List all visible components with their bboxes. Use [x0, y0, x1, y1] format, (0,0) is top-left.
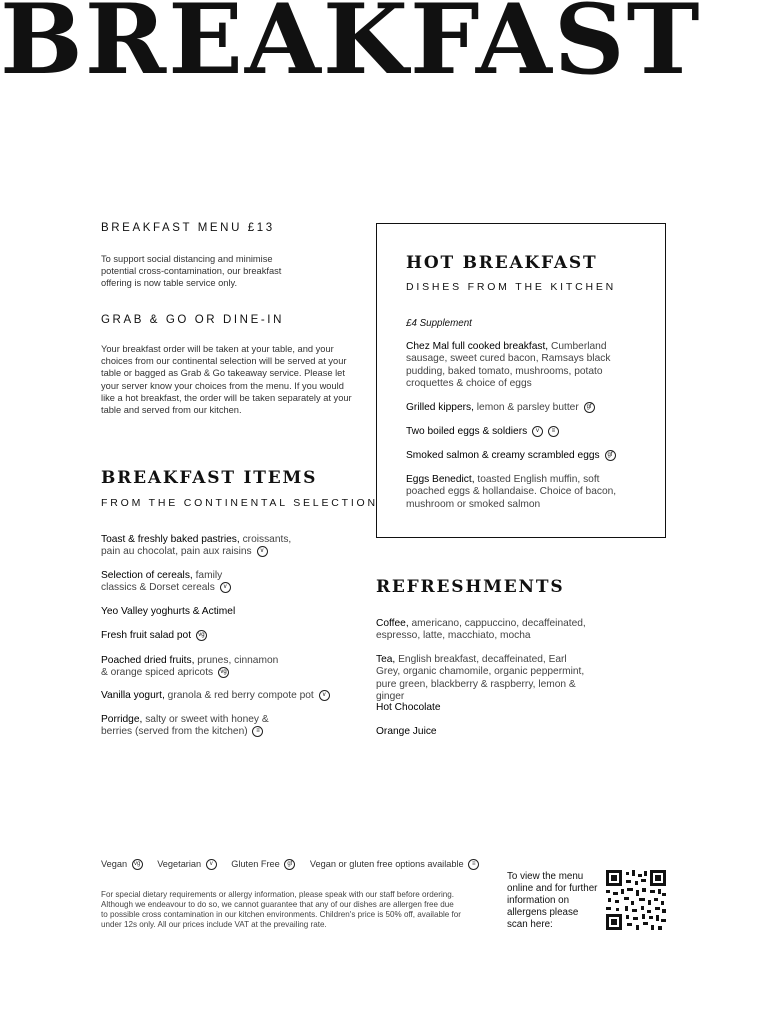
item-name: Poached dried fruits, [101, 655, 195, 666]
list-item [101, 534, 301, 559]
hot-breakfast-subtitle: DISHES FROM THE KITCHEN [406, 281, 617, 293]
vegetarian-icon: v [257, 546, 268, 557]
list-item [406, 474, 621, 511]
list-item [376, 726, 437, 738]
list-item [406, 341, 616, 391]
list-item [101, 570, 231, 595]
intro-text: To support social distancing and minimise potential cross-contamination, our breakfast offering is now table service only. [101, 254, 282, 289]
item-name: Two boiled eggs & soldiers [406, 426, 528, 438]
item-name: Hot Chocolate [376, 702, 441, 713]
qr-instructions: To view the menu online and for further information on allergens please scan here: [507, 871, 598, 930]
list-item [376, 654, 591, 704]
options-icon: ≡ [468, 859, 479, 870]
item-desc: toasted English muffin, soft poached eggs & hollandaise. Choice of bacon, mushroom or smoked salmon [406, 474, 617, 510]
list-item [406, 450, 616, 463]
item-name: Eggs Benedict, [406, 474, 475, 485]
grab-go-heading: GRAB & GO OR DINE-IN [101, 314, 284, 326]
item-desc: Cumberland sausage, sweet cured bacon, Ramsays black pudding, baked tomato, mushrooms, potato croquettes & choice of eggs [406, 341, 611, 390]
breakfast-items-title: BREAKFAST ITEMS [101, 468, 318, 488]
options-icon: ≡ [548, 426, 559, 437]
item-name: Coffee, [376, 618, 409, 629]
item-desc: croissants, pain au chocolat, pain aux raisins [101, 534, 292, 558]
item-desc: lemon & parsley butter [476, 402, 579, 414]
legend-options: Vegan or gluten free options available [309, 859, 464, 869]
grab-go-text: Your breakfast order will be taken at your table, and your choices from our continental selection will be served at your table or bagged as Grab & Go takeaway service. Please let your server know your choices from the menu. If you would like a hot breakfast, the order will be taken separately at your table and served from our kitchen. [101, 344, 352, 416]
item-name: Fresh fruit salad pot [101, 630, 192, 642]
gluten-free-icon: gf [284, 859, 295, 870]
item-name: Grilled kippers, [406, 402, 474, 414]
dietary-legend [101, 859, 479, 870]
qr-code[interactable] [606, 870, 666, 930]
item-name: Orange Juice [376, 726, 437, 737]
gluten-free-icon: gf [584, 402, 595, 413]
gluten-free-icon: gf [605, 450, 616, 461]
item-name: Selection of cereals, [101, 570, 193, 581]
refreshments-title: REFRESHMENTS [376, 577, 565, 597]
item-name: Porridge, [101, 714, 143, 725]
menu-price-heading: BREAKFAST MENU £13 [101, 222, 275, 234]
vegan-icon: vg [218, 667, 229, 678]
breakfast-items-subtitle: FROM THE CONTINENTAL SELECTION [101, 497, 378, 509]
legend-vegetarian: Vegetarian [157, 859, 202, 869]
list-item [101, 606, 235, 618]
list-item [376, 618, 591, 643]
item-desc: prunes, cinnamon & orange spiced apricots [101, 655, 279, 679]
banner-title: BREAKFAST [0, 0, 702, 90]
qr-code-icon [606, 870, 666, 930]
item-name: Yeo Valley yoghurts & Actimel [101, 606, 236, 617]
vegetarian-icon: v [532, 426, 543, 437]
list-item [101, 690, 341, 703]
item-name: Tea, [376, 654, 396, 665]
list-item [101, 655, 281, 680]
item-name: Toast & freshly baked pastries, [101, 534, 240, 545]
item-desc: salty or sweet with honey & berries (served from the kitchen) [101, 714, 269, 738]
item-name: Chez Mal full cooked breakfast, [406, 341, 549, 352]
list-item [376, 702, 441, 714]
item-desc: americano, cappuccino, decaffeinated, espresso, latte, macchiato, mocha [376, 618, 586, 642]
options-icon: ≡ [252, 726, 263, 737]
hot-breakfast-title: HOT BREAKFAST [406, 253, 598, 273]
list-item [101, 714, 301, 739]
list-item [406, 402, 595, 415]
item-name: Vanilla yogurt, [101, 690, 165, 702]
list-item [406, 426, 559, 439]
legend-gluten-free: Gluten Free [231, 859, 280, 869]
vegan-icon: vg [132, 859, 143, 870]
item-desc: granola & red berry compote pot [167, 690, 314, 702]
allergy-note: For special dietary requirements or allergy information, please speak with our staff before ordering. Although we endeavour to do so, we cannot guarantee that any of our dishes are allergen free due to possible cross contamination in our kitchen environments. Children's price is 50% off, available for under 12s only. All our prices include VAT at the prevailing rate. [101, 890, 461, 929]
item-name: Smoked salmon & creamy scrambled eggs [406, 450, 600, 462]
legend-vegan: Vegan [101, 859, 128, 869]
vegan-icon: vg [196, 630, 207, 641]
vegetarian-icon: v [206, 859, 217, 870]
vegetarian-icon: v [319, 690, 330, 701]
supplement-label: £4 Supplement [406, 318, 472, 329]
list-item [101, 630, 207, 643]
item-desc: English breakfast, decaffeinated, Earl Grey, organic chamomile, organic peppermint, pure green, blackberry & raspberry, lemon & ginger [376, 654, 585, 703]
item-desc: family classics & Dorset cereals [101, 570, 223, 594]
vegetarian-icon: v [220, 582, 231, 593]
